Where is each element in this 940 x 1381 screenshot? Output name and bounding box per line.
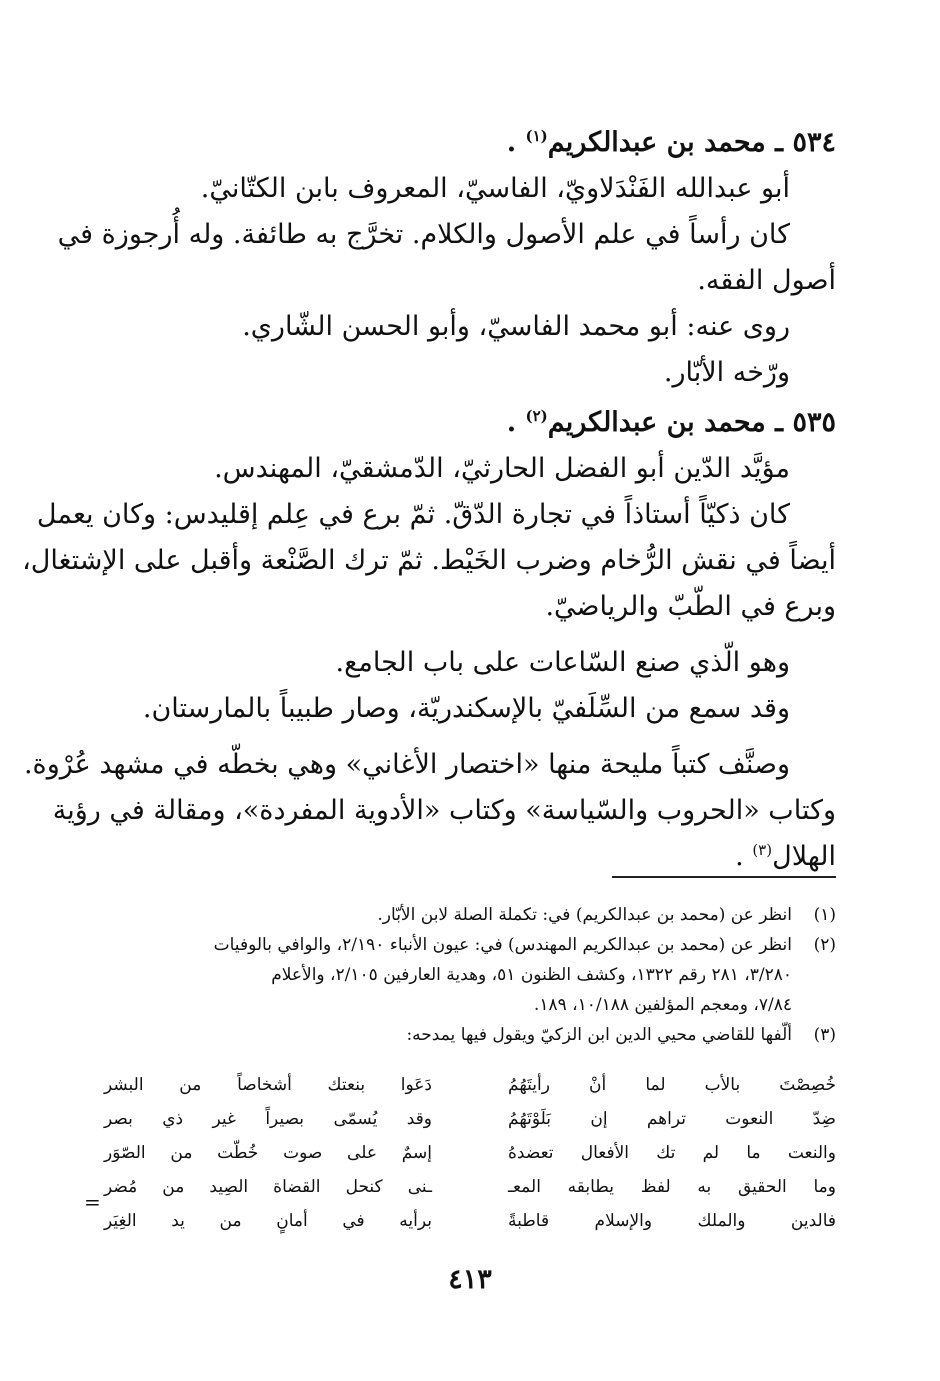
entry-535-last-line-end: . [735, 841, 753, 872]
footnote-ref-3[interactable]: (٣) [752, 841, 773, 859]
footnote-1 [104, 900, 836, 930]
poem [104, 1068, 836, 1238]
footnote-ref-2[interactable]: (٢) [525, 407, 548, 425]
entry-535-heading [104, 400, 836, 446]
footnote-line: ألّفها للقاضي محيي الدين ابن الزكيّ ويقول فيها يمدحه: [406, 1025, 792, 1045]
entry-535-line: وصنَّف كتباً مليحة منها «اختصار الأغاني» وهي بخطّه في مشهد عُرْوة. [23, 749, 790, 780]
entry-535-line: وهو الّذي صنع السّاعات على باب الجامع. [335, 647, 790, 678]
footnote-number: (١) [813, 905, 836, 925]
poem-verse [104, 1068, 836, 1102]
entry-535-line: أيضاً في نقش الرُّخام وضرب الخَيْط. ثمّ ترك الصَّنْعة وأقبل على الإشتغال، [22, 545, 836, 576]
entry-534-heading [104, 120, 836, 166]
poem-second-hemistich: ـنى كنحل القضاة الصِيد من مُضر [104, 1177, 432, 1197]
footnote-body [104, 1020, 792, 1050]
poem-verse [104, 1170, 836, 1204]
poem-second-hemistich: دَعَوا بنعتك أشخاصاً من البشر [104, 1075, 432, 1095]
footnote-body [104, 900, 792, 930]
footnote-number: (٢) [813, 935, 836, 955]
poem-first-hemistich: فالدين والملك والإسلام قاطبةً [508, 1211, 836, 1231]
continuation-mark: = [84, 1190, 101, 1214]
entry-534-heading-text: ٥٣٤ ـ محمد بن عبدالكريم [547, 127, 836, 158]
poem-verse [104, 1102, 836, 1136]
entry-534-line: روى عنه: أبو محمد الفاسيّ، وأبو الحسن الشّاري. [242, 311, 790, 342]
entry-535-heading-end: . [506, 407, 526, 438]
entry-534-line: أبو عبدالله الفَنْدَلاويّ، الفاسيّ، المعروف بابن الكتّانيّ. [200, 173, 790, 204]
footnotes [104, 900, 836, 1050]
poem-second-hemistich: وقد يُسمّى بصيراً غير ذي بصر [104, 1109, 432, 1129]
poem-first-hemistich: والنعت ما لم تك الأفعال تعضدهُ [508, 1143, 836, 1163]
entry-535-line: كان ذكيّاً أستاذاً في تجارة الدّقّ. ثمّ برع في عِلم إقليدس: وكان يعمل [36, 499, 790, 530]
entry-535-line: وكتاب «الحروب والسّياسة» وكتاب «الأدوية المفردة»، ومقالة في رؤية [52, 795, 836, 826]
footnote-line: انظر عن (محمد بن عبدالكريم المهندس) في: عيون الأنباء ٢/١٩٠، والوافي بالوفيات [213, 935, 792, 955]
footnote-number: (٣) [813, 1025, 836, 1045]
entry-535-line: وبرع في الطّبّ والرياضيّ. [545, 591, 836, 622]
entry-535-heading-text: ٥٣٥ ـ محمد بن عبدالكريم [547, 407, 836, 438]
entry-534-heading-end: . [506, 127, 526, 158]
footnote-line: ٣/٢٨٠، ٢٨١ رقم ١٣٢٢، وكشف الظنون ٥١، وهدية العارفين ٢/١٠٥، والأعلام [271, 965, 792, 985]
poem-first-hemistich: ضِدّ النعوت تراهم إن بَلَوْتَهُمُ [508, 1109, 836, 1129]
entry-534-line: ورّخه الأبّار. [663, 357, 790, 388]
page-number: ٤١٣ [448, 1264, 492, 1295]
footnote-divider [612, 876, 836, 878]
entry-534-line: أصول الفقه. [697, 265, 836, 296]
poem-verse [104, 1204, 836, 1238]
poem-second-hemistich: إسمٌ على صوت خُطّت من الصّوَر [104, 1143, 432, 1163]
poem-first-hemistich: خُصِصْتَ بالأب لما أنْ رأيتَهُمُ [508, 1075, 836, 1095]
footnote-line: انظر عن (محمد بن عبدالكريم) في: تكملة الصلة لابن الأبّار. [377, 905, 792, 925]
footnote-ref-1[interactable]: (١) [525, 127, 548, 145]
entry-535-last-line-text: الهلال [772, 841, 836, 872]
entry-535-line: وقد سمع من السِّلَفيّ بالإسكندريّة، وصار طبيباً بالمارستان. [142, 693, 790, 724]
footnote-2 [104, 930, 836, 1020]
entry-535-last-line [104, 834, 836, 880]
footnote-3 [104, 1020, 836, 1050]
footnote-body [104, 930, 792, 1020]
main-text [22, 120, 836, 880]
poem-first-hemistich: وما الحقيق به لفظ يطابقه المعـ [508, 1177, 836, 1197]
footnote-line: ٧/٨٤، ومعجم المؤلفين ١٠/١٨٨، ١٨٩. [533, 995, 792, 1015]
entry-534-line: كان رأساً في علم الأصول والكلام. تخرَّج به طائفة. وله أُرجوزة في [57, 219, 790, 250]
poem-verse [104, 1136, 836, 1170]
poem-second-hemistich: برأيه في أمانٍ من يد الغِيَر [104, 1211, 432, 1231]
entry-535-line: مؤيَّد الدّين أبو الفضل الحارثيّ، الدّمشقيّ، المهندس. [214, 453, 790, 484]
